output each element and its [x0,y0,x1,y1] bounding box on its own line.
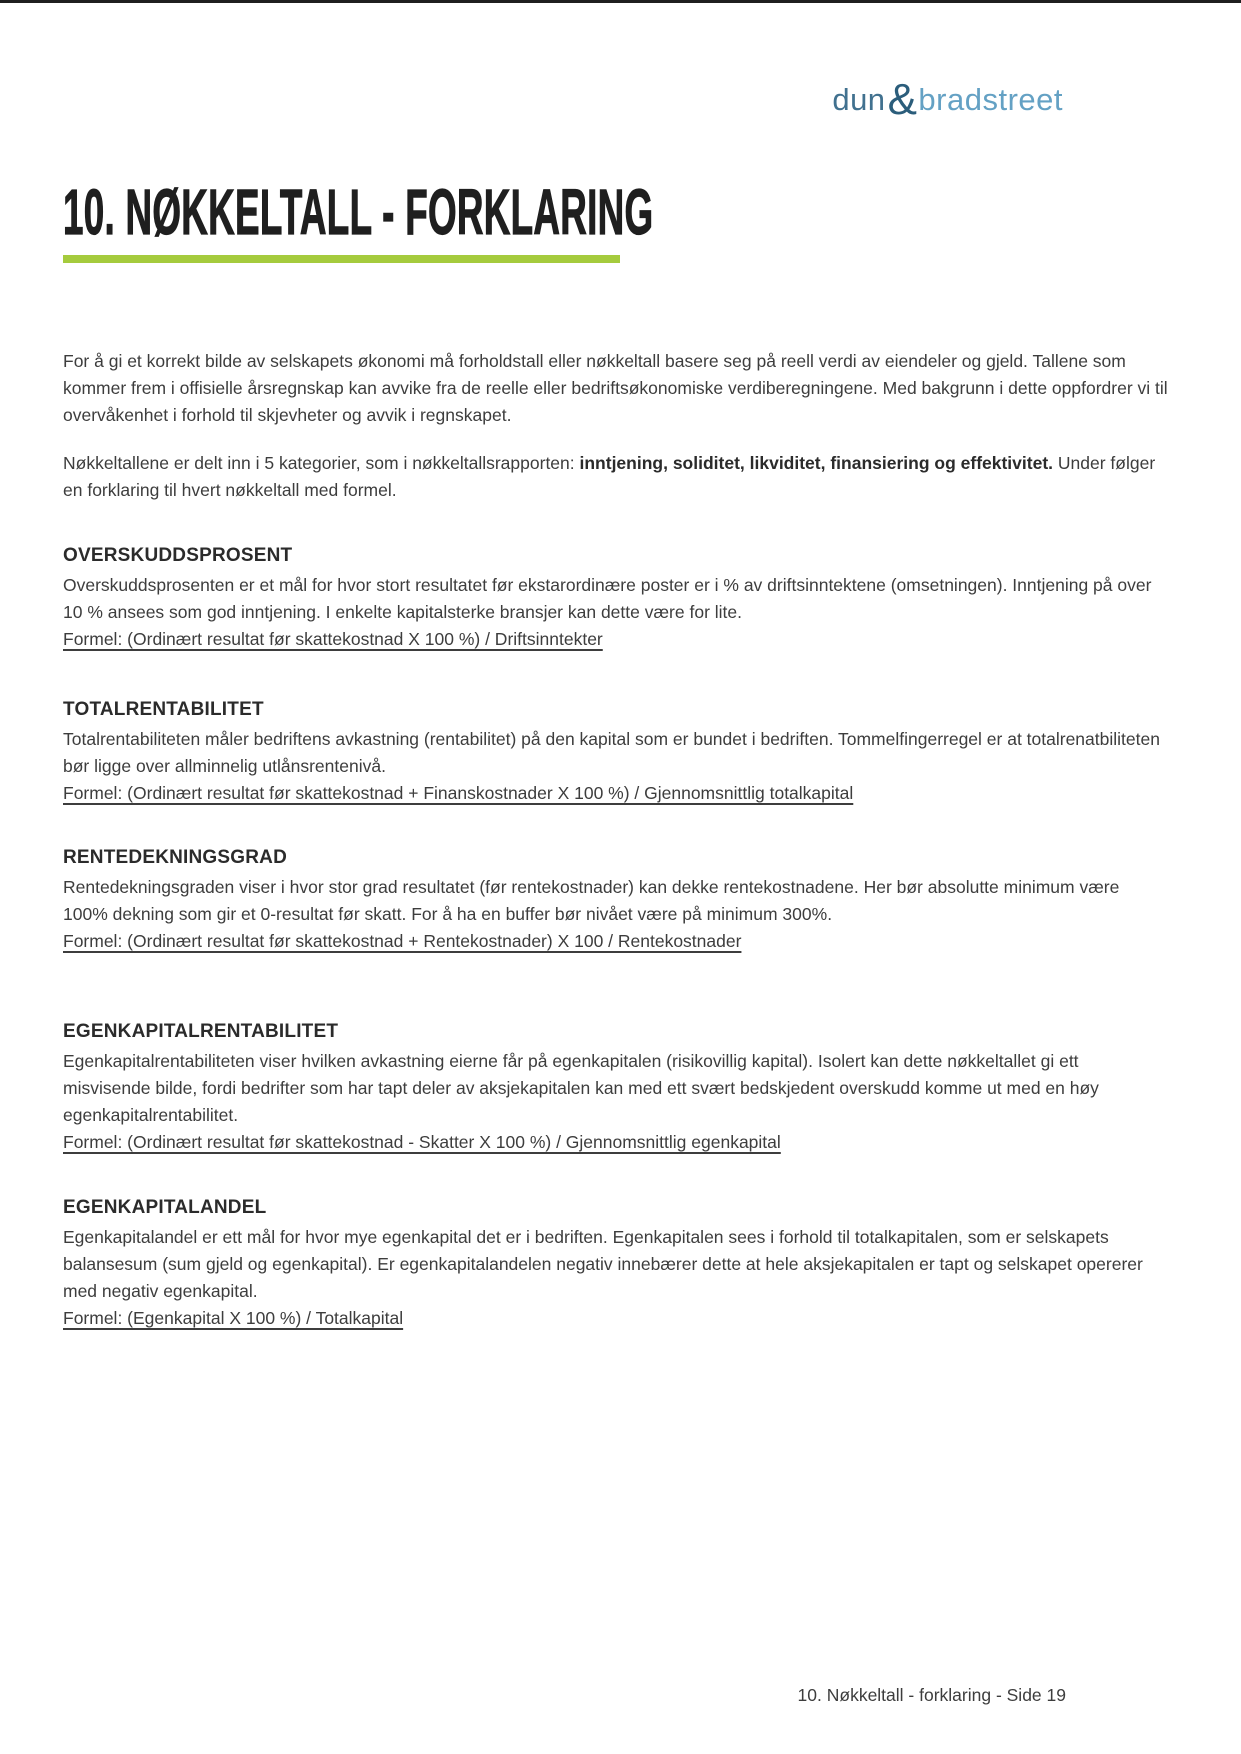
section-heading: EGENKAPITALANDEL [63,1197,267,1218]
section-egenkapitalandel [63,1196,1168,1332]
title-accent-rule [63,255,620,263]
section-heading: TOTALRENTABILITET [63,699,264,720]
intro-paragraph-1: For å gi et korrekt bilde av selskapets økonomi må forholdstall eller nøkkeltall basere seg på reell verdi av eiendeler og gjeld. Tallene som kommer frem i offisielle årsregnskap kan avvike fra de reelle eller bedriftsøkonomiske verdiberegningene. Med bakgrunn i dette oppfordrer vi til overvåkenhet i forhold til skjevheter og avvik i regnskapet. [63,351,1168,425]
page-top-border [0,0,1241,3]
intro-paragraph-2-categories: inntjening, soliditet, likviditet, finansiering og effektivitet. [579,453,1054,473]
section-body: Egenkapitalandel er ett mål for hvor mye egenkapital det er i bedriften. Egenkapitalen sees i forhold til totalkapitalen, som er selskapets balansesum (sum gjeld og egenkapital). Er egenkapitalandelen negativ innebærer dette at hele aksjekapitalen er tapt og selskapet opererer med negativ egenkapital. [63,1227,1143,1301]
section-body: Rentedekningsgraden viser i hvor stor grad resultatet (før rentekostnader) kan dekke rentekostnadene. Her bør absolutte minimum være 100% dekning som gir et 0-resultat før skatt. For å ha en buffer bør nivået være på minimum 300%. [63,877,1120,924]
page-footer: 10. Nøkkeltall - forklaring - Side 19 [797,1685,1066,1705]
section-body: Egenkapitalrentabiliteten viser hvilken avkastning eierne får på egenkapitalen (risikovillig kapital). Isolert kan dette nøkkeltallet gi ett misvisende bilde, fordi bedrifter som har tapt deler av aksjekapitalen kan med ett svært bedskjedent overskudd komme ut med en høy egenkapitalrentabilitet. [63,1051,1099,1125]
intro-paragraph-2-suffix: Under følger en forklaring til hvert nøkkeltall med formel. [63,453,1156,500]
section-heading: RENTEDEKNINGSGRAD [63,847,288,868]
section-formula: Formel: (Egenkapital X 100 %) / Totalkapital [63,1308,404,1328]
section-rentedekningsgrad [63,846,1168,955]
section-formula: Formel: (Ordinært resultat før skattekostnad + Rentekostnader) X 100 / Rentekostnader [63,931,742,951]
section-heading: OVERSKUDDSPROSENT [63,545,293,566]
section-formula: Formel: (Ordinært resultat før skattekostnad - Skatter X 100 %) / Gjennomsnittlig egenkapital [63,1132,781,1152]
section-body: Overskuddsprosenten er et mål for hvor stort resultatet før ekstarordinære poster er i % av driftsinntektene (omsetningen). Inntjening på over 10 % ansees som god inntjening. I enkelte kapitalsterke bransjer kan dette være for lite. [63,575,1152,622]
section-heading: EGENKAPITALRENTABILITET [63,1021,339,1042]
section-egenkapitalrentabilitet [63,1020,1168,1156]
section-overskuddsprosent [63,544,1168,653]
logo-word-bradstreet: bradstreet [918,82,1063,117]
intro-paragraph-2-prefix: Nøkkeltallene er delt inn i 5 kategorier, som i nøkkeltallsrapporten: [63,453,580,473]
section-formula: Formel: (Ordinært resultat før skattekostnad X 100 %) / Driftsinntekter [63,629,603,649]
section-totalrentabilitet [63,698,1168,807]
page-title: 10. NØKKELTALL - FORKLARING [63,176,654,248]
section-formula: Formel: (Ordinært resultat før skattekostnad + Finanskostnader X 100 %) / Gjennomsnittlig totalkapital [63,783,854,803]
dun-bradstreet-logo [832,75,1063,124]
logo-ampersand-icon: & [887,75,918,124]
section-body: Totalrentabiliteten måler bedriftens avkastning (rentabilitet) på den kapital som er bundet i bedriften. Tommelfingerregel er at totalrenatbiliteten bør ligge over allminnelig utlånsrentenivå. [63,729,1160,776]
logo-word-dun: dun [832,82,886,117]
intro-paragraph-2 [63,450,1168,504]
